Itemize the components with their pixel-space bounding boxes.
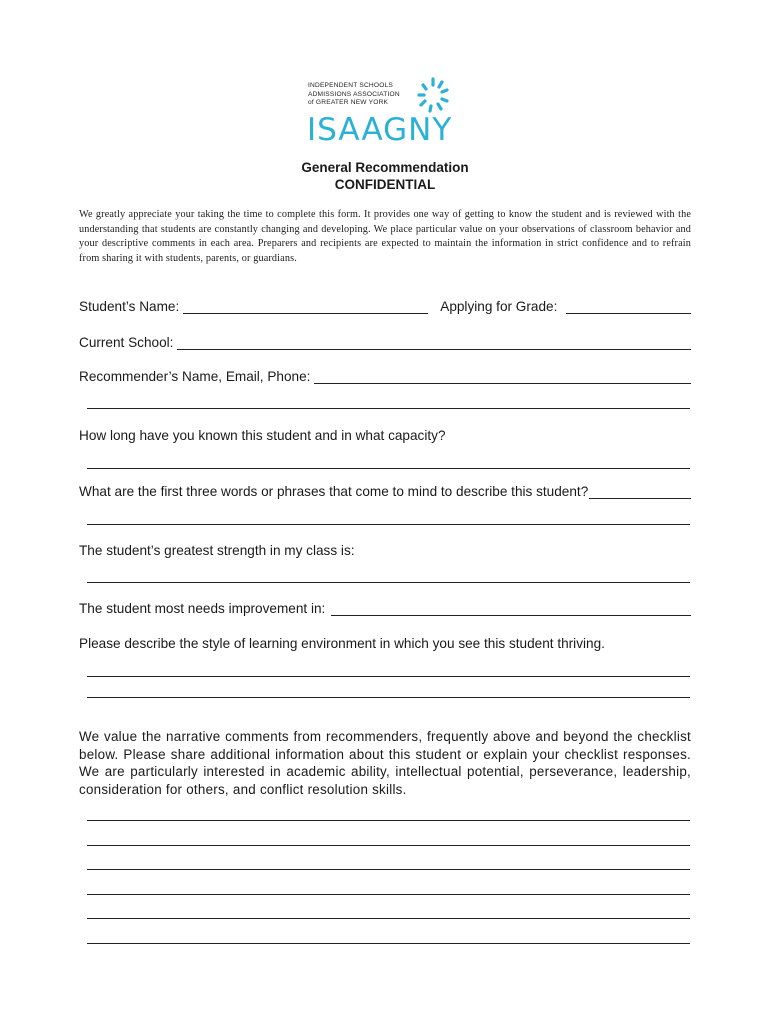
applying-grade-field[interactable]: [566, 301, 691, 314]
recommender-field-line-2[interactable]: [87, 408, 690, 409]
intro-paragraph: We greatly appreciate your taking the time to complete this form. It provides one way of getting to know the student and is reviewed with the understanding that students are constantly changing and developing. We place particular value on your observations of classroom behavior and your descriptive comments in each area. Preparers and recipients are expected to maintain the information in strict confidence and to refrain from sharing it with students, parents, or guardians.: [79, 209, 691, 264]
three-words-label: What are the first three words or phrases that come to mind to describe this student?: [79, 484, 589, 499]
greatest-strength-label: The student’s greatest strength in my class is:: [79, 543, 355, 558]
current-school-label: Current School:: [79, 335, 174, 350]
greatest-strength-field[interactable]: [87, 582, 690, 583]
starburst-icon: [413, 76, 453, 116]
known-how-long-field[interactable]: [87, 468, 690, 469]
narrative-field-line-5[interactable]: [87, 918, 690, 919]
narrative-field-line-1[interactable]: [87, 820, 690, 821]
needs-improvement-field[interactable]: [331, 603, 691, 616]
three-words-row: [79, 484, 691, 499]
three-words-field[interactable]: [589, 486, 691, 499]
recommender-label: Recommender’s Name, Email, Phone:: [79, 369, 311, 384]
student-name-row: [79, 299, 691, 314]
needs-improvement-label: The student most needs improvement in:: [79, 601, 326, 616]
confidential-label: CONFIDENTIAL: [334, 177, 436, 192]
recommender-row: [79, 369, 691, 384]
student-name-label: Student’s Name:: [79, 299, 180, 314]
narrative-field-line-6[interactable]: [87, 943, 690, 944]
logo-org-line-3: of GREATER NEW YORK: [308, 99, 389, 107]
three-words-field-line-2[interactable]: [87, 524, 690, 525]
needs-improvement-row: [79, 601, 691, 616]
logo-org-name: [308, 82, 400, 108]
learning-environment-field-line-1[interactable]: [87, 676, 690, 677]
learning-environment-field-line-2[interactable]: [87, 697, 690, 698]
student-name-field[interactable]: [183, 301, 428, 314]
narrative-field-line-4[interactable]: [87, 894, 690, 895]
logo-wordmark: ISAAGNY: [307, 112, 453, 148]
known-how-long-label: How long have you known this student and in what capacity?: [79, 428, 446, 443]
narrative-field-line-3[interactable]: [87, 869, 690, 870]
narrative-paragraph: We value the narrative comments from recommenders, frequently above and beyond the checklist below. Please share additional information about this student or explain your checklist responses. We are particularly interested in academic ability, intellectual potential, perseverance, leadership, consideration for others, and conflict resolution skills.: [79, 729, 691, 797]
logo-org-line-2: ADMISSIONS ASSOCIATION: [308, 90, 400, 98]
recommender-field[interactable]: [314, 371, 691, 384]
applying-grade-label: Applying for Grade:: [440, 299, 558, 314]
isaagny-logo: [306, 76, 466, 146]
logo-org-line-1: INDEPENDENT SCHOOLS: [308, 82, 394, 89]
current-school-row: [79, 335, 691, 350]
current-school-field[interactable]: [177, 337, 691, 350]
page-title: General Recommendation: [301, 160, 469, 175]
learning-environment-label: Please describe the style of learning environment in which you see this student thriving.: [79, 636, 605, 651]
narrative-field-line-2[interactable]: [87, 845, 690, 846]
